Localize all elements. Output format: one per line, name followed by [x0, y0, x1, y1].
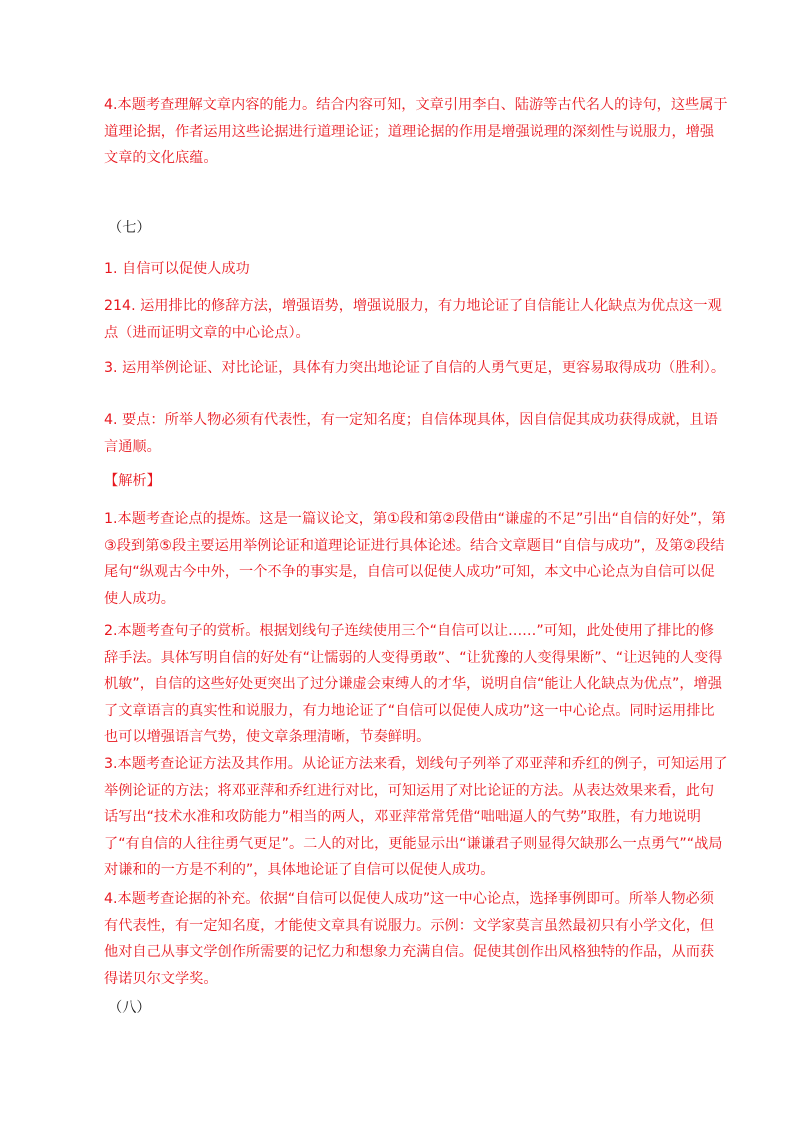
- analysis-1: 1.本题考查论点的提炼。这是一篇议论文，第①段和第②段借由“谦虚的不足”引出“自信的好处”，第③段到第⑤段主要运用举例论证和道理论证进行具体论述。结合文章题目“自信与成功”，及第②段结尾句“纵观古今中外，一个不争的事实是，自信可以促使人成功”可知，本文中心论点为自信可以促使人成功。: [104, 511, 726, 607]
- section7-title: （七）: [108, 220, 151, 236]
- analysis-3: 3.本题考查论证方法及其作用。从论证方法来看，划线句子列举了邓亚萍和乔红的例子，可知运用了举例论证的方法；将邓亚萍和乔红进行对比，可知运用了对比论证的方法。从表达效果来看，此句话写出“技术水准和攻防能力”相当的两人，邓亚萍常常凭借“咄咄逼人的气势”取胜，有力地说明了“有自信的人往往勇气更足”。二人的对比，更能显示出“谦谦君子则显得欠缺那么一点勇气”“战局对谦和的一方是不利的”，具体地论证了自信可以促使人成功。: [104, 756, 728, 878]
- analysis-4: 4.本题考查论据的补充。依据“自信可以促使人成功”这一中心论点，选择事例即可。所举人物必须有代表性，有一定知名度，才能使文章具有说服力。示例：文学家莫言虽然最初只有小学文化，但他对自己从事文学创作所需要的记忆力和想象力充满自信。促使其创作出风格独特的作品，从而获得诺贝尔文学奖。: [104, 891, 715, 987]
- answer-2: 214. 运用排比的修辞方法，增强语势，增强说服力，有力地论证了自信能让人化缺点为优点这一观点（进而证明文章的中心论点）。: [104, 298, 722, 341]
- analysis-2: 2.本题考查句子的赏析。根据划线句子连续使用三个“自信可以让……”可知，此处使用了排比的修辞手法。具体写明自信的好处有“让懦弱的人变得勇敢”、“让犹豫的人变得果断”、“让迟钝的人变得机敏”，自信的这些好处更突出了过分谦虚会束缚人的才华，说明自信“能让人化缺点为优点”，增强了文章语言的真实性和说服力，有力地论证了“自信可以促使人成功”这一中心论点。同时运用排比也可以增强语言气势，使文章条理清晰，节奏鲜明。: [104, 623, 723, 745]
- answer-3: 3. 运用举例论证、对比论证，具体有力突出地论证了自信的人勇气更足，更容易取得成功（胜利）。: [104, 360, 726, 376]
- analysis-heading: 【解析】: [104, 473, 161, 489]
- answer-1: 1. 自信可以促使人成功: [104, 261, 250, 277]
- answer-4: 4. 要点：所举人物必须有代表性，有一定知名度；自信体现具体，因自信促其成功获得成就，且语言通顺。: [104, 412, 718, 455]
- section8-title: （八）: [108, 1000, 151, 1016]
- block1-item4: 4.本题考查理解文章内容的能力。结合内容可知，文章引用李白、陆游等古代名人的诗句，这些属于道理论据，作者运用这些论据进行道理论证；道理论据的作用是增强说理的深刻性与说服力，增强文章的文化底蕴。: [104, 97, 728, 166]
